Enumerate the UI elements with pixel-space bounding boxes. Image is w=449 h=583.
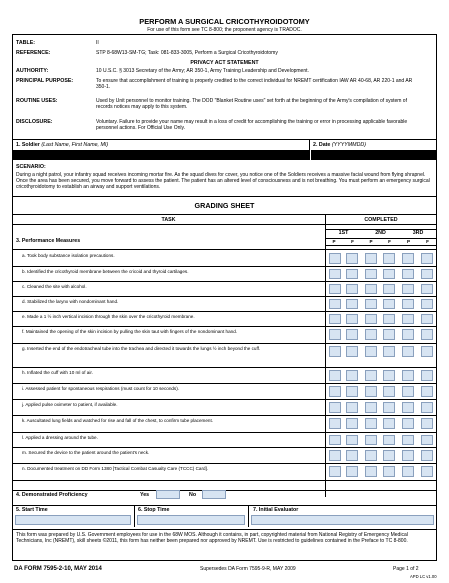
grade-checkbox-3rd-pass[interactable] [402,299,414,309]
grade-checkbox-2nd-pass[interactable] [365,418,377,429]
grade-checkbox-2nd-fail[interactable] [383,314,395,324]
grade-checkbox-2nd-fail[interactable] [383,329,395,340]
grade-checkbox-3rd-fail[interactable] [421,329,433,340]
grade-checkbox-2nd-fail[interactable] [383,386,395,397]
divider [12,447,437,448]
grade-checkbox-1st-pass[interactable] [329,314,341,324]
proficiency-yes-label: Yes [140,492,150,498]
form-frame [12,34,437,561]
grade-checkbox-2nd-fail[interactable] [383,418,395,429]
grade-checkbox-3rd-pass[interactable] [402,269,414,279]
grade-checkbox-3rd-pass[interactable] [402,435,414,445]
divider [12,326,437,327]
grade-checkbox-2nd-pass[interactable] [365,466,377,477]
grade-checkbox-1st-pass[interactable] [329,450,341,461]
pass-header-3: P [406,239,411,244]
table-row: a. Took body substance isolation precautions. [22,253,115,258]
grade-checkbox-3rd-fail[interactable] [421,386,433,397]
grade-checkbox-2nd-pass[interactable] [365,402,377,413]
table-row: e. Made a 1 ½ inch vertical incision through the skin over the cricothyroid membrane. [22,314,195,319]
grade-checkbox-2nd-fail[interactable] [383,450,395,461]
grade-checkbox-1st-fail[interactable] [346,284,358,294]
grade-checkbox-3rd-pass[interactable] [402,402,414,413]
proficiency-no-label: No [189,492,197,498]
grade-checkbox-3rd-pass[interactable] [402,466,414,477]
page-number: Page 1 of 2 [393,566,419,572]
grade-checkbox-2nd-fail[interactable] [383,435,395,445]
soldier-name-field[interactable] [12,150,309,160]
divider [12,399,437,400]
disclosure-value: Voluntary. Failure to provide your name may result in a loss of credit for accomplishing the training or error in processing applicable favorable personnel actions. For Official Use Only. [96,119,408,132]
grade-checkbox-1st-fail[interactable] [346,466,358,477]
evaluator-field[interactable] [251,515,434,525]
grade-checkbox-3rd-fail[interactable] [421,299,433,309]
divider [12,415,437,416]
grade-checkbox-2nd-pass[interactable] [365,370,377,381]
grade-checkbox-3rd-fail[interactable] [421,402,433,413]
divider [12,281,437,282]
grade-checkbox-2nd-fail[interactable] [383,299,395,309]
proficiency-yes-box[interactable] [156,490,180,499]
grade-checkbox-1st-fail[interactable] [346,269,358,279]
scenario-text: During a night patrol, your infantry squad receives incoming mortar fire. As the squad dives for cover, you notice one of the Soldiers receives a massive facial wound from flying shrapnel. Once the area has been secured, you move forward to assess the patient. The patient has an altered level of consciousness and is not breathing. You must perform an emergency surgical cricothyroidotomy to establish an airway and support ventilations. [16,172,430,191]
grade-checkbox-3rd-pass[interactable] [402,253,414,264]
start-time-field[interactable] [15,515,131,525]
divider [309,139,310,160]
divider [12,296,437,297]
grade-checkbox-1st-pass[interactable] [329,299,341,309]
routine-label: ROUTINE USES: [16,98,58,104]
task-column-header: TASK [161,217,176,223]
table-row: m. Secured the device to the patient around the patient's neck. [22,450,150,455]
table-row: l. Applied a dressing around the tube. [22,435,98,440]
table-row: j. Applied pulse oximeter to patient, if available. [22,402,118,407]
grade-checkbox-2nd-fail[interactable] [383,402,395,413]
divider [12,224,437,225]
grade-checkbox-1st-fail[interactable] [346,370,358,381]
grade-checkbox-2nd-pass[interactable] [365,299,377,309]
grade-checkbox-2nd-fail[interactable] [383,284,395,294]
grade-checkbox-2nd-fail[interactable] [383,253,395,264]
divider [12,214,437,215]
grade-checkbox-3rd-pass[interactable] [402,418,414,429]
divider [12,196,437,197]
grade-checkbox-2nd-pass[interactable] [365,435,377,445]
divider [248,505,249,527]
grade-checkbox-1st-fail[interactable] [346,329,358,340]
grade-checkbox-3rd-fail[interactable] [421,370,433,381]
grade-checkbox-1st-pass[interactable] [329,402,341,413]
proficiency-no-box[interactable] [202,490,226,499]
authority-label: AUTHORITY: [16,68,49,74]
stop-time-label: 6. Stop Time [138,507,170,513]
grade-checkbox-1st-fail[interactable] [346,418,358,429]
grade-checkbox-3rd-fail[interactable] [421,253,433,264]
pass-header-2: P [369,239,373,244]
grade-checkbox-1st-pass[interactable] [329,253,341,264]
divider [325,214,326,497]
grade-checkbox-1st-fail[interactable] [346,386,358,397]
grade-checkbox-3rd-pass[interactable] [402,314,414,324]
fail-header-3: F [426,239,429,244]
grade-checkbox-2nd-pass[interactable] [365,450,377,461]
grade-checkbox-2nd-fail[interactable] [383,269,395,279]
fail-header-2: F [388,239,391,244]
grade-checkbox-1st-pass[interactable] [329,435,341,445]
form-subtitle: For use of this form see TC 8-800; the proponent agency is TRADOC. [147,27,302,33]
table-row: n. Documented treatment on DD Form 1380 [Tactical Combat Casualty Care (TCCC) Card]. [22,466,209,471]
grade-checkbox-1st-fail[interactable] [346,253,358,264]
completed-column-header: COMPLETED [364,217,398,223]
grade-checkbox-1st-pass[interactable] [329,284,341,294]
grade-checkbox-2nd-fail[interactable] [383,370,395,381]
form-title: PERFORM A SURGICAL CRICOTHYROIDOTOMY [139,17,310,26]
grade-checkbox-3rd-pass[interactable] [402,284,414,294]
grade-checkbox-2nd-pass[interactable] [365,314,377,324]
grade-checkbox-3rd-pass[interactable] [402,370,414,381]
supersedes-note: Supersedes DA Form 7595-9-R, MAY 2009 [200,566,296,572]
evaluator-label: 7. Initial Evaluator [253,507,299,513]
grade-checkbox-3rd-pass[interactable] [402,450,414,461]
divider [12,249,437,250]
divider [12,529,437,530]
authority-value: 10 U.S.C. § 3013 Secretary of the Army; AR 350-1, Army Training Leadership and Development. [96,68,309,74]
version-label: APD LC v1.00 [410,574,437,579]
grade-checkbox-2nd-pass[interactable] [365,346,377,357]
start-time-label: 5. Start Time [16,507,48,513]
date-field[interactable] [311,150,437,160]
stop-time-field[interactable] [137,515,245,525]
soldier-label: 1. Soldier (Last Name, First Name, MI) [16,142,109,148]
grade-checkbox-2nd-pass[interactable] [365,329,377,340]
grade-checkbox-3rd-fail[interactable] [421,269,433,279]
grade-checkbox-1st-pass[interactable] [329,269,341,279]
grade-checkbox-3rd-fail[interactable] [421,284,433,294]
table-row: d. Stabilized the larynx with nondominant hand. [22,299,119,304]
date-label: 2. Date (YYYYMMDD) [313,142,366,148]
grade-checkbox-1st-fail[interactable] [346,299,358,309]
table-row: f. Maintained the opening of the skin incision by pulling the skin taut with fingers of the nondominant hand. [22,329,238,334]
grade-checkbox-3rd-fail[interactable] [421,418,433,429]
table-row: k. Auscultated lung fields and watched for rise and fall of the chest, to confirm tube placement. [22,418,214,423]
grade-checkbox-3rd-fail[interactable] [421,435,433,445]
table-row: h. Inflated the cuff with 10 ml of air. [22,370,93,375]
divider [12,505,437,506]
grade-checkbox-1st-pass[interactable] [329,418,341,429]
table-row: c. Cleaned the site with alcohol. [22,284,87,289]
grade-checkbox-1st-pass[interactable] [329,346,341,357]
reference-label: REFERENCE: [16,50,51,56]
divider [325,245,437,246]
grade-checkbox-3rd-fail[interactable] [421,346,433,357]
grade-checkbox-3rd-fail[interactable] [421,314,433,324]
table-row: b. Identified the cricothyroid membrane between the cricoid and thyroid cartilages. [22,269,189,274]
grade-checkbox-3rd-fail[interactable] [421,450,433,461]
reference-value: STP 8-68W13-SM-TG; Task: 081-833-3005, Perform a Surgical Cricothyroidotomy [96,50,278,56]
attempt-1-header: 1ST [338,230,349,236]
grade-checkbox-1st-pass[interactable] [329,329,341,340]
purpose-value: To ensure that accomplishment of training is properly credited to the correct individual for NREMT certification IAW AR 40-68, AR 220-1 and AR 350-1. [96,78,413,91]
divider [12,480,437,481]
grade-checkbox-2nd-pass[interactable] [365,269,377,279]
table-row: g. Inserted the end of the endotracheal tube into the trachea and directed it towards the lungs ½ inch beyond the cuff. [22,346,261,351]
grade-checkbox-1st-pass[interactable] [329,466,341,477]
divider [12,139,437,140]
grade-checkbox-3rd-fail[interactable] [421,466,433,477]
divider [12,432,437,433]
grade-checkbox-2nd-fail[interactable] [383,466,395,477]
divider [12,311,437,312]
grade-checkbox-2nd-fail[interactable] [383,346,395,357]
divider [12,343,437,344]
disclosure-label: DISCLOSURE: [16,119,53,125]
grade-checkbox-1st-fail[interactable] [346,402,358,413]
fail-header-1: F [351,239,354,244]
attempt-3-header: 3RD [412,230,424,236]
grade-checkbox-1st-fail[interactable] [346,314,358,324]
performance-measures-label: 3. Performance Measures [16,238,81,244]
grading-heading: GRADING SHEET [194,201,255,210]
grade-checkbox-2nd-pass[interactable] [365,253,377,264]
divider [12,463,437,464]
divider [12,383,437,384]
grade-checkbox-2nd-pass[interactable] [365,284,377,294]
divider [134,505,135,527]
attempt-2-header: 2ND [375,230,386,236]
table-value: II [96,40,99,46]
divider [12,367,437,368]
grade-checkbox-3rd-pass[interactable] [402,346,414,357]
grade-checkbox-1st-pass[interactable] [329,370,341,381]
pass-header-1: P [332,239,336,244]
table-row: i. Assessed patient for spontaneous respirations (must count for 10 seconds). [22,386,180,391]
grade-checkbox-1st-fail[interactable] [346,450,358,461]
grade-checkbox-2nd-pass[interactable] [365,386,377,397]
form-number: DA FORM 7595-2-10, MAY 2014 [14,566,102,572]
grade-checkbox-3rd-pass[interactable] [402,386,414,397]
proficiency-label: 4. Demonstrated Proficiency [16,492,88,498]
grade-checkbox-1st-fail[interactable] [346,435,358,445]
routine-value: Used by Unit personnel to monitor training. The DOD "Blanket Routine uses" set forth at the beginning of the Army's compilation of system of records notices may apply to this system. [96,98,407,111]
table-label: TABLE: [16,40,36,46]
grade-checkbox-3rd-pass[interactable] [402,329,414,340]
privacy-heading: PRIVACY ACT STATEMENT [190,60,259,66]
grade-checkbox-1st-fail[interactable] [346,346,358,357]
scenario-label: SCENARIO: [16,164,46,170]
purpose-label: PRINCIPAL PURPOSE: [16,78,74,84]
grade-checkbox-1st-pass[interactable] [329,386,341,397]
divider [12,266,437,267]
copyright-notice: This form was prepared by U.S. Government employees for use in the 68W MOS. Although it contains, in part, copyrighted material from National Registry of Emergency Medical Technicians, Inc (NREMT), skill sheets ©2011, this form has neither been prepared nor approved by NREMT. Use is restricted to guidelines contained in the Preface to TC 8-800. [16,532,408,545]
